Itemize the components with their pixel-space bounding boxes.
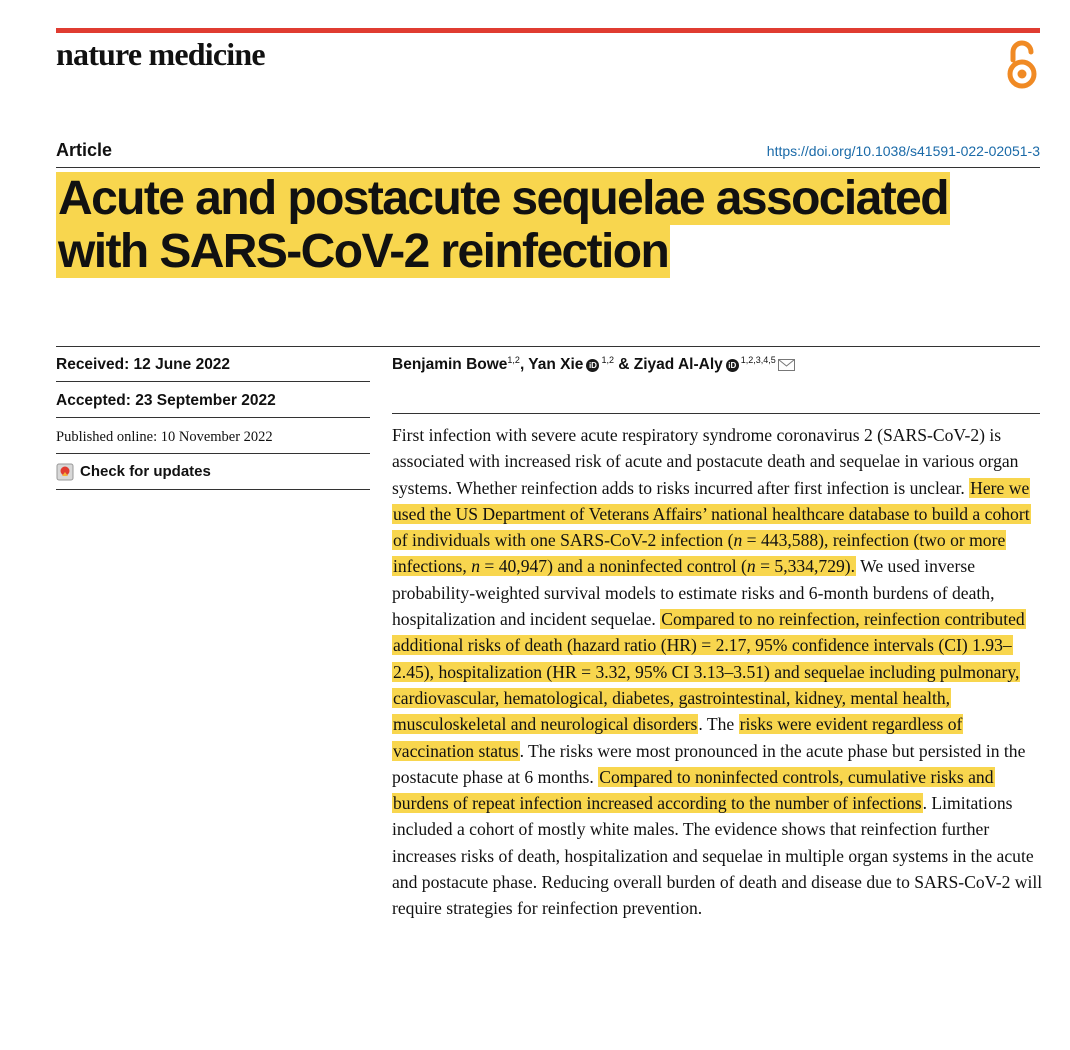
author-list: Benjamin Bowe$^{1,2}$, Yan Xie iD$^{1,2}$ & Ziyad Al-Aly iD$^{1,2,3,4,5}$ <box>392 346 1040 414</box>
author-name[interactable]: Ziyad Al-Aly <box>633 356 723 374</box>
affiliation-sup: 1,2 <box>601 355 614 365</box>
highlight: Compared to noninfected controls, cumulative risks and burdens of repeat infection increased according to the number of infections <box>393 766 994 814</box>
highlight: Compared to no reinfection, reinfection contributed additional risks of death (hazard ratio (HR) = 2.17, 95% confidence intervals (CI) 1.93–2.45), hospitalization (HR = 3.32, 95% CI 3.13–3.51) and sequelae including pulmonary, cardiovascular, hematological, diabetes, gastrointestinal, kidney, mental health, musculoskeletal and neurological disorders <box>393 609 1025 735</box>
open-access-icon <box>1002 38 1042 90</box>
publication-dates <box>56 346 370 490</box>
divider <box>56 167 1040 168</box>
check-updates-label: Check for updates <box>80 462 211 480</box>
orcid-icon[interactable]: iD <box>586 359 599 372</box>
received-date: Received: 12 June 2022 <box>56 346 370 382</box>
author-name[interactable]: Benjamin Bowe <box>392 356 508 374</box>
journal-name: nature medicine <box>56 36 265 72</box>
accepted-date: Accepted: 23 September 2022 <box>56 382 370 418</box>
top-accent-bar <box>56 28 1040 33</box>
doi-link[interactable]: https://doi.org/10.1038/s41591-022-02051-3 <box>766 143 1040 159</box>
mail-icon[interactable] <box>778 359 795 371</box>
check-for-updates-button[interactable] <box>56 454 370 490</box>
abstract: First infection with severe acute respiratory syndrome coronavirus 2 (SARS-CoV-2) is associated with increased risk of acute and postacute death and sequelae in various organ systems. Whether reinfection adds to risks incurred after first infection is unclear. Here we used the US Department of Veterans Affairs’ national healthcare database to build a cohort of individuals with one SARS-CoV-2 infection (n = 443,588), reinfection (two or more infections, n = 40,947) and a noninfected control (n = 5,334,729). We used inverse probability-weighted survival models to estimate risks and 6-month burdens of death, hospitalization and incident sequelae. Compared to no reinfection, reinfection contributed additional risks of death (hazard ratio (HR) = 2.17, 95% confidence intervals (CI) 1.93–2.45), hospitalization (HR = 3.32, 95% CI 3.13–3.51) and sequelae including pulmonary, cardiovascular, hematological, diabetes, gastrointestinal, kidney, mental health, musculoskeletal and neurological disorders. The risks were evident regardless of vaccination status. The risks were most pronounced in the acute phase but persisted in the postacute phase at 6 months. Compared to noninfected controls, cumulative risks and burdens of repeat infection increased according to the number of infections. Limitations included a cohort of mostly white males. The evidence shows that reinfection further increases risks of death, hospitalization and sequelae in multiple organ systems in the acute and postacute phase. Reducing overall burden of death and disease due to SARS-CoV-2 will require strategies for reinfection prevention. <box>392 425 1043 919</box>
affiliation-sup: 1,2 <box>507 355 520 365</box>
article-type: Article <box>56 140 113 160</box>
published-date: Published online: 10 November 2022 <box>56 418 370 454</box>
author-name[interactable]: Yan Xie <box>528 356 584 374</box>
check-updates-icon <box>56 463 74 481</box>
highlight: Here we used the US Department of Veterans Affairs’ national healthcare database to build a cohort of individuals with one SARS-CoV-2 infection (n = 443,588), reinfection (two or more infections, n = 40,947) and a noninfected control (n = 5,334,729). <box>393 477 1030 577</box>
affiliation-sup: 1,2,3,4,5 <box>740 355 776 365</box>
highlight: risks were evident regardless of vaccination status <box>393 714 963 761</box>
orcid-icon[interactable]: iD <box>726 359 739 372</box>
article-title: Acute and postacute sequelae associated with SARS-CoV-2 reinfection <box>58 172 948 278</box>
